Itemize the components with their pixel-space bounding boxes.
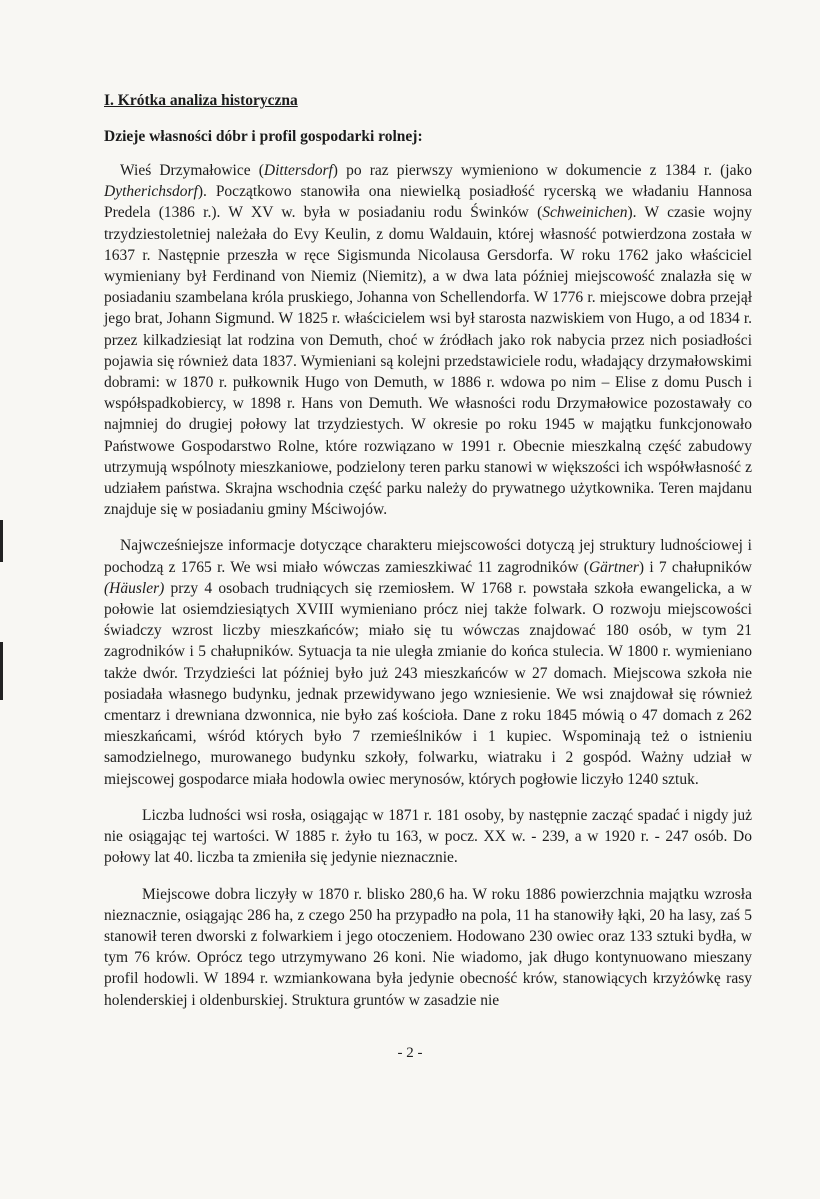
- scan-margin-mark: [0, 520, 3, 562]
- document-content: [104, 92, 752, 1026]
- paragraph-estate-area: Miejscowe dobra liczyły w 1870 r. blisko 280,6 ha. W roku 1886 powierzchnia majątku wzrosła nieznacznie, osiągając 286 ha, z czego 250 ha przypadło na pola, 11 ha stanowiły łąki, 20 ha lasy, zaś 5 stanowił teren dworski z folwarkiem i jego otoczeniem. Hodowano 230 owiec oraz 133 sztuki bydła, w tym 76 krów. Oprócz tego utrzymywano 26 koni. Nie wiadomo, jak długo kontynuowano mieszany profil hodowli. W 1894 r. wzmiankowana była jedynie obecność krów, stanowiących krzyżówkę rasy holenderskiej i oldenburskiej. Struktura gruntów w zasadzie nie: [104, 885, 752, 1009]
- paragraph-population-count: Liczba ludności wsi rosła, osiągając w 1871 r. 181 osoby, by następnie zacząć spadać i nigdy już nie osiągając tej wartości. W 1885 r. żyło tu 163, w pocz. XX w. - 239, a w 1920 r. - 247 osób. Do połowy lat 40. liczba ta zmieniła się jedynie nieznacznie.: [104, 806, 752, 867]
- page-number: - 2 -: [397, 1045, 423, 1061]
- paragraph-ownership-history: Wieś Drzymałowice (Dittersdorf) po raz pierwszy wymieniono w dokumencie z 1384 r. (jako Dytherichsdorf). Początkowo stanowiła ona niewielką posiadłość rycerską we władaniu Hannosa Predela (1386 r.). W XV w. była w posiadaniu rodu Świnków (Schweinichen). W czasie wojny trzydziestoletniej należała do Evy Keulin, z domu Waldauin, której własność potwierdzona została w 1637 r. Następnie przeszła w ręce Sigismunda Nicolausa Gersdorfa. W roku 1762 jako właściciel wymieniany był Ferdinand von Niemiz (Niemitz), a w dwa lata później miejscowość znalazła się w posiadaniu szambelana króla pruskiego, Johanna von Schellendorfa. W 1776 r. miejscowe dobra przejął jego brat, Johann Sigmund. W 1825 r. właścicielem wsi był starosta nazwiskiem von Hugo, a od 1834 r. przez kilkadziesiąt lat rodzina von Demuth, choć w źródłach jako rok nabycia przez nich posiadłości pojawia się również data 1837. Wymieniani są kolejni przedstawiciele rodu, władający drzymałowskimi dobrami: w 1870 r. pułkownik Hugo von Demuth, w 1886 r. wdowa po nim – Elise z domu Pusch i współspadkobiercy, w 1898 r. Hans von Demuth. We własności rodu Drzymałowice pozostawały co najmniej do drugiej połowy lat trzydziestych. W okresie po roku 1945 w majątku funkcjonowało Państwowe Gospodarstwo Rolne, które rozwiązano w 1991 r. Obecnie mieszkalną część zabudowy utrzymują wspólnoty mieszkaniowe, podzielony teren parku stanowi w większości ich współwłasność z udziałem państwa. Skrajna wschodnia część parku należy do prywatnego użytkownika. Teren majdanu znajduje się w posiadaniu gminy Mściwojów.: [104, 162, 752, 519]
- paragraph-population-structure: Najwcześniejsze informacje dotyczące charakteru miejscowości dotyczą jej struktury ludnościowej i pochodzą z 1765 r. We wsi miało wówczas zamieszkiwać 11 zagrodników (Gärtner) i 7 chałupników (Häusler) przy 4 osobach trudniących się rzemiosłem. W 1768 r. powstała szkoła ewangelicka, a w połowie lat osiemdziesiątych XVIII wymieniano prócz niej także folwark. O rozwoju miejscowości świadczy wzrost liczby mieszkańców; miało się tu wówczas znajdować 180 osób, w tym 21 zagrodników i 5 chałupników. Sytuacja ta nie uległa zmianie do końca stulecia. W 1800 r. wymieniano także dwór. Trzydzieści lat później było już 243 mieszkańców w 27 domach. Miejscowa szkoła nie posiadała własnego budynku, jednak przewidywano jego wzniesienie. We wsi znajdował się również cmentarz i drewniana dzwonnica, nie było zaś kościoła. Dane z roku 1845 mówią o 47 domach z 262 mieszkańcami, wśród których było 7 rzemieślników i 1 kupiec. Wspominają też o istnieniu samodzielnego, murowanego budynku szkoły, folwarku, wiatraku i 2 gospód. Ważny udział w miejscowej gospodarce miała hodowla owiec merynosów, których pogłowie liczyło 1240 sztuk.: [104, 537, 752, 788]
- scan-margin-mark: [0, 642, 3, 700]
- section-subheading: Dzieje własności dóbr i profil gospodarki rolnej:: [104, 128, 423, 145]
- section-heading: I. Krótka analiza historyczna: [104, 92, 298, 109]
